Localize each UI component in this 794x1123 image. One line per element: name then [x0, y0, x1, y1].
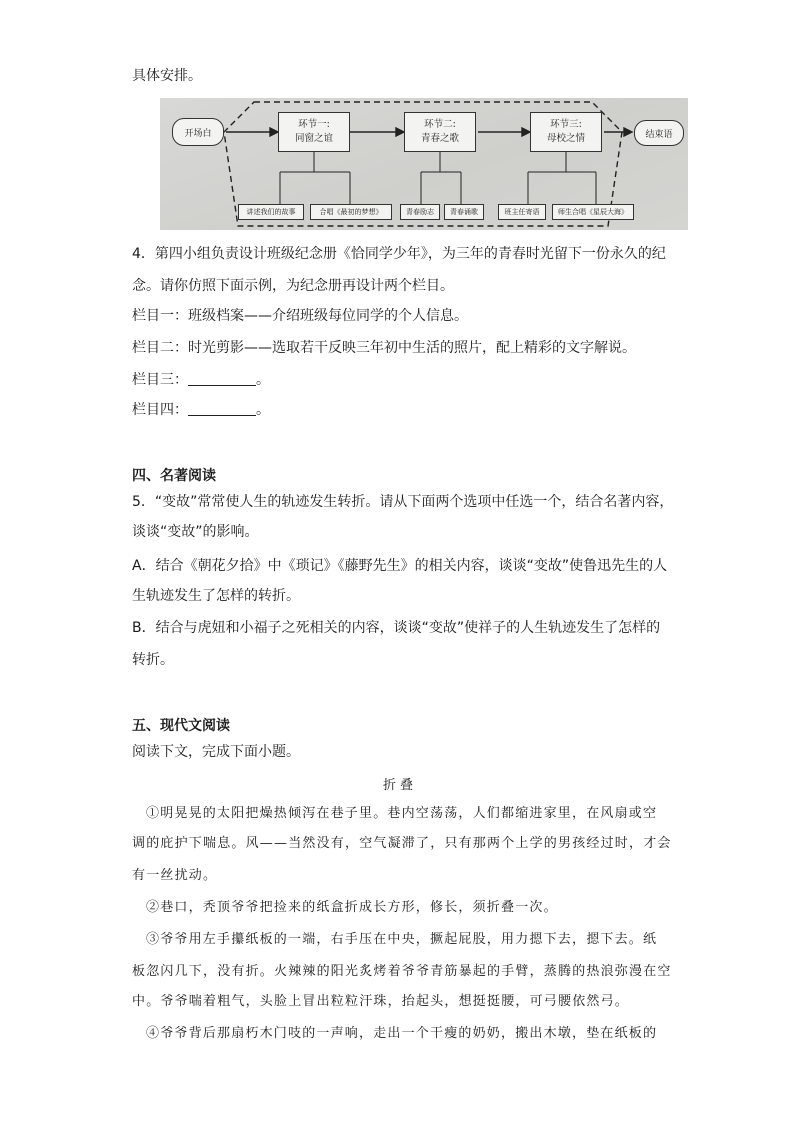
stage-3-box: [530, 112, 602, 152]
stage-3-name: 母校之情: [546, 133, 585, 144]
passage-title: 折叠: [383, 778, 418, 793]
option-b-line-2: 转折。: [132, 652, 174, 668]
stage-1-box: [278, 112, 350, 152]
q4-item-4-blank[interactable]: [188, 401, 256, 416]
section-4-heading: 四、名著阅读: [132, 468, 216, 484]
q4-item-3-label: 栏目三：: [132, 372, 188, 388]
option-b-line-1: B．结合与虎妞和小福子之死相关的内容，谈谈“变故”使祥子的人生轨迹发生了怎样的: [132, 620, 661, 636]
paragraph-1-line-1: ①明晃晃的太阳把燥热倾泻在巷子里。巷内空荡荡，人们都缩进家里，在风扇或空: [146, 806, 658, 821]
stage-2-title: 环节二:: [424, 119, 456, 130]
section-5-heading: 五、现代文阅读: [132, 718, 230, 734]
q4-item-3: [132, 370, 270, 390]
q4-item-4-period: 。: [256, 402, 270, 418]
q4-item-4-label: 栏目四：: [132, 402, 188, 418]
paragraph-1-line-3: 有一丝扰动。: [132, 868, 218, 883]
section-5-instruction: 阅读下文，完成下面小题。: [132, 744, 300, 760]
sub-story-box: 讲述我们的故事: [238, 204, 304, 220]
q4-item-3-blank[interactable]: [188, 371, 256, 386]
sub-youth-inspire-box: 青春励志: [400, 204, 440, 220]
option-a-line-2: 生轨迹发生了怎样的转折。: [132, 588, 300, 604]
event-flow-diagram: [160, 98, 688, 230]
q4-line-2: 念。请你仿照下面示例，为纪念册再设计两个栏目。: [132, 278, 454, 294]
q4-line-1: 4．第四小组负责设计班级纪念册《恰同学少年》，为三年的青春时光留下一份永久的纪: [132, 246, 666, 262]
paragraph-2-line-1: ②巷口，秃顶爷爷把捡来的纸盒折成长方形，修长，须折叠一次。: [146, 900, 558, 915]
q4-item-3-period: 。: [256, 372, 270, 388]
q4-item-4: [132, 400, 270, 420]
sub-chorus-dream-box: 合唱《最初的梦想》: [310, 204, 392, 220]
paragraph-4-line-1: ④爷爷背后那扇朽木门吱的一声响，走出一个干瘦的奶奶，搬出木墩，垫在纸板的: [146, 1026, 658, 1041]
stage-2-name: 青春之歌: [420, 133, 459, 144]
stage-2-box: [404, 112, 476, 152]
sub-chorus-stars-box: 师生合唱《星辰大海》: [552, 204, 634, 220]
q4-item-2: 栏目二：时光剪影——选取若干反映三年初中生活的照片，配上精彩的文字解说。: [132, 340, 636, 356]
q5-line-1: 5．“变故”常常使人生的轨迹发生转折。请从下面两个选项中任选一个，结合名著内容，: [132, 494, 674, 510]
sub-teacher-message-box: 班主任寄语: [498, 204, 546, 220]
paragraph-3-line-2: 板忽闪几下，没有折。火辣辣的阳光炙烤着爷爷青筋暴起的手臂，蒸腾的热浪弥漫在空: [132, 964, 672, 979]
start-node: 开场白: [172, 118, 224, 146]
sub-youth-recite-box: 青春诵歌: [444, 204, 484, 220]
paragraph-1-line-2: 调的庇护下喘息。风——当然没有，空气凝滞了，只有那两个上学的男孩经过时，才会: [132, 836, 672, 851]
intro-line: 具体安排。: [132, 68, 202, 84]
stage-3-title: 环节三:: [550, 119, 582, 130]
q5-line-2: 谈谈“变故”的影响。: [132, 524, 259, 540]
paragraph-3-line-1: ③爷爷用左手攥纸板的一端，右手压在中央，撅起屁股，用力摁下去，摁下去。纸: [146, 932, 658, 947]
q4-item-1: 栏目一：班级档案——介绍班级每位同学的个人信息。: [132, 308, 468, 324]
stage-1-title: 环节一:: [298, 119, 330, 130]
end-node: 结束语: [634, 120, 684, 146]
stage-1-name: 同窗之谊: [294, 133, 333, 144]
option-a-line-1: A．结合《朝花夕拾》中《琐记》《藤野先生》的相关内容，谈谈“变故”使鲁迅先生的人: [132, 558, 668, 574]
paragraph-3-line-3: 中。爷爷喘着粗气，头脸上冒出粒粒汗珠，抬起头，想挺挺腰，可弓腰依然弓。: [132, 994, 630, 1009]
